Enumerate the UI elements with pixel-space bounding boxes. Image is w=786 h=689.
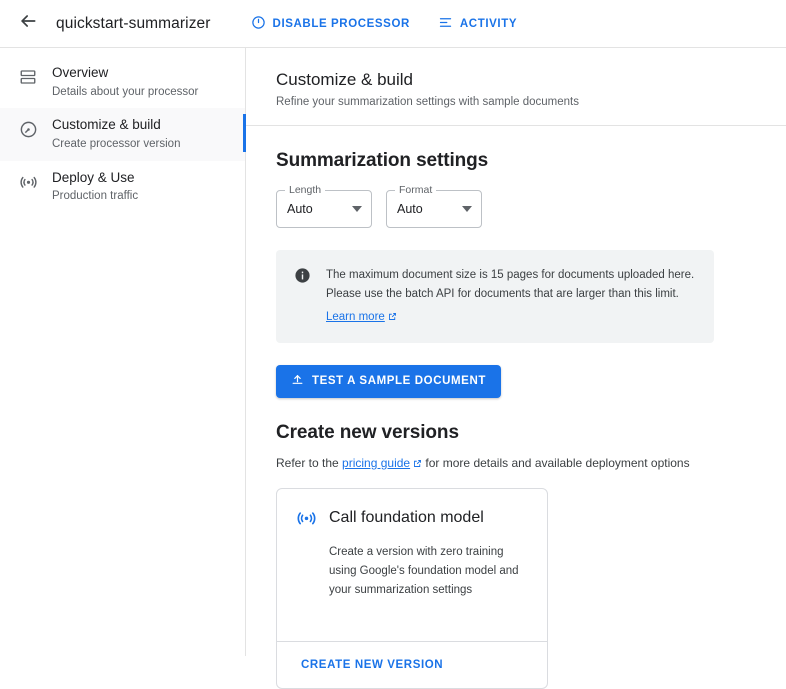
sidebar-item-overview-title: Overview xyxy=(52,65,109,80)
external-link-icon xyxy=(413,457,422,466)
tune-dial-icon xyxy=(18,119,38,139)
activity-list-icon xyxy=(438,15,453,33)
info-banner-text xyxy=(326,266,694,327)
top-actions xyxy=(247,9,522,39)
activity-label: ACTIVITY xyxy=(459,17,518,30)
learn-more-link[interactable]: Learn more xyxy=(326,310,385,323)
disable-processor-label: DISABLE PROCESSOR xyxy=(272,17,410,30)
length-select-label: Length xyxy=(285,184,325,196)
sidebar xyxy=(0,48,246,656)
chevron-down-icon xyxy=(462,206,472,212)
sidebar-item-overview[interactable] xyxy=(0,56,245,108)
settings-selects xyxy=(276,184,756,228)
body-container xyxy=(0,48,786,671)
test-sample-document-label: TEST A SAMPLE DOCUMENT xyxy=(312,375,486,388)
page-title: quickstart-summarizer xyxy=(56,14,211,32)
sidebar-item-customize-build-subtitle: Create processor version xyxy=(52,138,181,151)
sidebar-item-deploy-use-subtitle: Production traffic xyxy=(52,190,139,203)
pricing-guide-link[interactable]: pricing guide xyxy=(342,455,411,470)
sidebar-item-customize-build[interactable] xyxy=(0,108,245,160)
test-sample-document-button[interactable] xyxy=(276,365,501,398)
chevron-down-icon xyxy=(352,206,362,212)
length-select[interactable] xyxy=(276,184,372,228)
summarization-settings-title: Summarization settings xyxy=(276,150,489,171)
info-line-1: The maximum document size is 15 pages for documents uploaded here. xyxy=(326,269,695,281)
refer-prefix: Refer to the xyxy=(276,455,343,470)
sidebar-item-deploy-use[interactable] xyxy=(0,161,245,213)
pricing-refer-text xyxy=(276,456,756,470)
section-subheading: Refine your summarization settings with sample documents xyxy=(276,96,579,108)
section-heading: Customize & build xyxy=(276,70,414,89)
call-foundation-model-card[interactable] xyxy=(276,488,548,689)
refer-suffix: for more details and available deployment options xyxy=(422,455,690,470)
length-select-value: Auto xyxy=(287,202,313,216)
activity-button[interactable] xyxy=(434,9,521,39)
card-description: Create a version with zero training using Google's foundation model and your summarization settings xyxy=(329,545,519,596)
power-circle-icon xyxy=(251,15,266,33)
top-app-bar xyxy=(0,0,786,48)
create-new-version-button[interactable]: CREATE NEW VERSION xyxy=(301,658,444,671)
card-title: Call foundation model xyxy=(329,508,484,526)
main-content xyxy=(246,48,786,671)
sidebar-item-overview-subtitle: Details about your processor xyxy=(52,85,199,98)
info-line-2: Please use the batch API for documents that are larger than this limit. xyxy=(326,287,679,300)
back-button[interactable] xyxy=(10,6,46,42)
card-footer xyxy=(277,641,547,688)
format-select-label: Format xyxy=(395,184,436,196)
selected-indicator xyxy=(243,114,246,152)
sidebar-item-deploy-use-title: Deploy & Use xyxy=(52,169,135,185)
upload-icon xyxy=(291,373,304,389)
broadcast-icon xyxy=(18,172,38,192)
info-icon xyxy=(294,267,312,285)
arrow-left-icon xyxy=(18,11,38,36)
disable-processor-button[interactable] xyxy=(247,9,414,39)
create-new-versions-title: Create new versions xyxy=(276,421,459,443)
external-link-icon xyxy=(388,309,397,318)
overview-layout-icon xyxy=(18,67,38,87)
sidebar-item-customize-build-title: Customize & build xyxy=(52,117,161,133)
info-banner xyxy=(276,250,714,343)
card-header xyxy=(295,507,529,529)
header-divider xyxy=(246,125,786,126)
broadcast-icon xyxy=(295,507,317,529)
format-select-value: Auto xyxy=(397,202,423,216)
format-select[interactable] xyxy=(386,184,482,228)
card-body xyxy=(277,489,547,641)
